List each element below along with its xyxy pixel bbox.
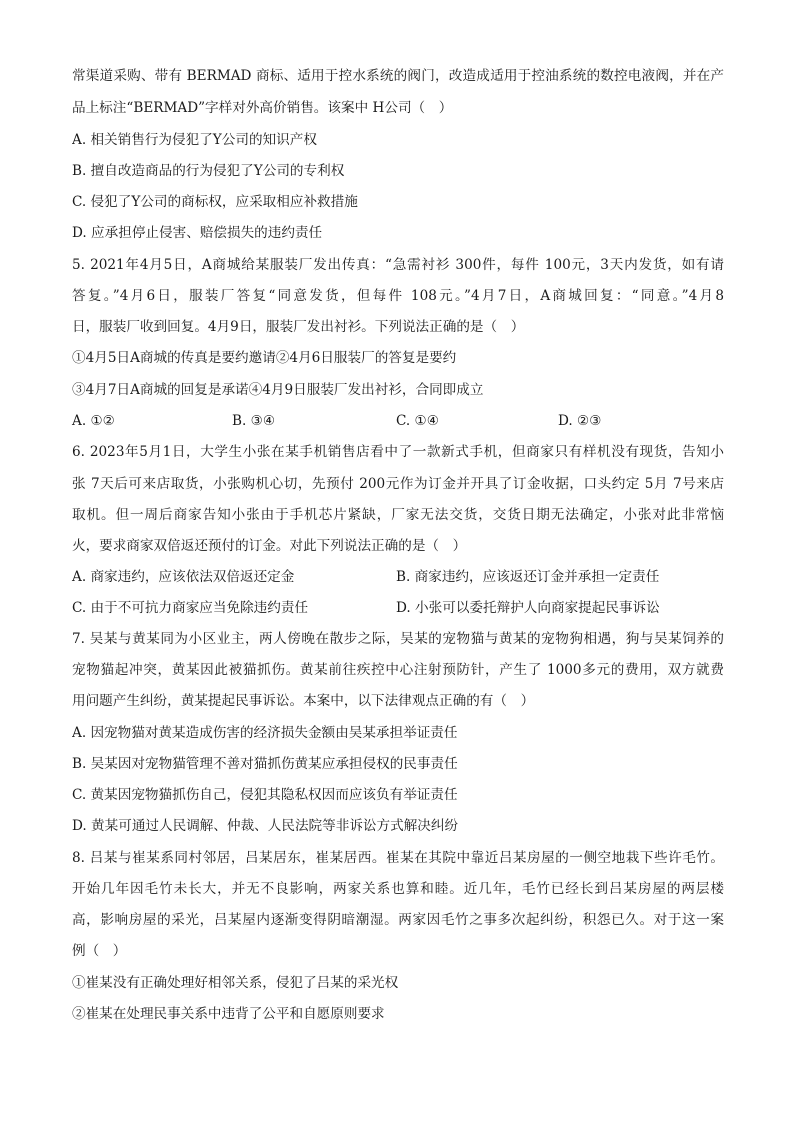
q5-option-b: B. ③④ <box>232 413 276 429</box>
q8-text-line: 高，影响房屋的采光，吕某屋内逐渐变得阴暗潮湿。两家因毛竹之事多次起纠纷，积怨已久。对于这一案 <box>72 912 724 928</box>
q7-option-d: D. 黄某可通过人民调解、仲裁、人民法院等非诉讼方式解决纠纷 <box>72 818 459 834</box>
q6-option-b: B. 商家违约，应该返还订金并承担一定责任 <box>396 569 660 585</box>
q8-text-line: 例（ ） <box>72 943 127 959</box>
q5-option-c: C. ①④ <box>396 413 439 429</box>
q5-option-a: A. ①② <box>72 413 115 429</box>
q4-option-a: A. 相关销售行为侵犯了Y公司的知识产权 <box>72 132 317 148</box>
q7-text-line: 7. 吴某与黄某同为小区业主，两人傍晚在散步之际，吴某的宠物猫与黄某的宠物狗相遇，狗与吴某饲养的 <box>72 631 724 647</box>
q6-text-line: 火，要求商家双倍返还预付的订金。对此下列说法正确的是（ ） <box>72 538 467 554</box>
q4-text-line: 品上标注“BERMAD”字样对外高价销售。该案中 H公司（ ） <box>72 100 453 116</box>
q5-text-line: 5. 2021年4月5日，A商城给某服装厂发出传真：“急需衬衫 300件，每件 100元，3天内发货，如有请 <box>72 257 724 273</box>
q7-text-line: 宠物猫起冲突，黄某因此被猫抓伤。黄某前往疾控中心注射预防针，产生了 1000多元的费用，双方就费 <box>72 662 724 678</box>
q6-text-line: 取机。但一周后商家告知小张由于手机芯片紧缺，厂家无法交货，交货日期无法确定，小张对此非常恼 <box>72 507 724 523</box>
q5-statement: ①4月5日A商城的传真是要约邀请②4月6日服装厂的答复是要约 <box>72 350 457 366</box>
q7-text-line: 用问题产生纠纷，黄某提起民事诉讼。本案中，以下法律观点正确的有（ ） <box>72 693 535 709</box>
q8-statement: ①崔某没有正确处理好相邻关系，侵犯了吕某的采光权 <box>72 975 399 991</box>
q5-statement: ③4月7日A商城的回复是承诺④4月9日服装厂发出衬衫，合同即成立 <box>72 382 484 398</box>
q5-text-line: 日，服装厂收到回复。4月9日，服装厂发出衬衫。下列说法正确的是（ ） <box>72 319 525 335</box>
q6-text-line: 6. 2023年5月1日，大学生小张在某手机销售店看中了一款新式手机，但商家只有样机没有现货，告知小 <box>72 444 724 460</box>
q6-option-a: A. 商家违约，应该依法双倍返还定金 <box>72 569 295 585</box>
q4-option-c: C. 侵犯了Y公司的商标权，应采取相应补救措施 <box>72 194 358 210</box>
q4-option-b: B. 擅自改造商品的行为侵犯了Y公司的专利权 <box>72 163 345 179</box>
q6-option-c: C. 由于不可抗力商家应当免除违约责任 <box>72 600 309 616</box>
q8-text-line: 开始几年因毛竹未长大，并无不良影响，两家关系也算和睦。近几年，毛竹已经长到吕某房屋的两层楼 <box>72 881 724 897</box>
q5-text-line: 答复。”4月6日，服装厂答复“同意发货，但每件 108元。”4月7日，A商城回复：“同意。”4月8 <box>72 288 724 304</box>
q8-text-line: 8. 吕某与崔某系同村邻居，吕某居东，崔某居西。崔某在其院中靠近吕某房屋的一侧空地栽下些许毛竹。 <box>72 850 724 866</box>
q5-option-d: D. ②③ <box>558 413 602 429</box>
q6-option-d: D. 小张可以委托辩护人向商家提起民事诉讼 <box>396 600 660 616</box>
q7-option-a: A. 因宠物猫对黄某造成伤害的经济损失金额由吴某承担举证责任 <box>72 725 458 741</box>
q4-option-d: D. 应承担停止侵害、赔偿损失的违约责任 <box>72 225 323 241</box>
q7-option-b: B. 吴某因对宠物猫管理不善对猫抓伤黄某应承担侵权的民事责任 <box>72 756 458 772</box>
q4-text-line: 常渠道采购、带有 BERMAD 商标、适用于控水系统的阀门，改造成适用于控油系统的数控电液阀，并在产 <box>72 68 724 84</box>
q7-option-c: C. 黄某因宠物猫抓伤自己，侵犯其隐私权因而应该负有举证责任 <box>72 787 458 803</box>
q8-statement: ②崔某在处理民事关系中违背了公平和自愿原则要求 <box>72 1006 385 1022</box>
q6-text-line: 张 7天后可来店取货，小张购机心切，先预付 200元作为订金并开具了订金收据，口头约定 5月 7号来店 <box>72 476 724 492</box>
